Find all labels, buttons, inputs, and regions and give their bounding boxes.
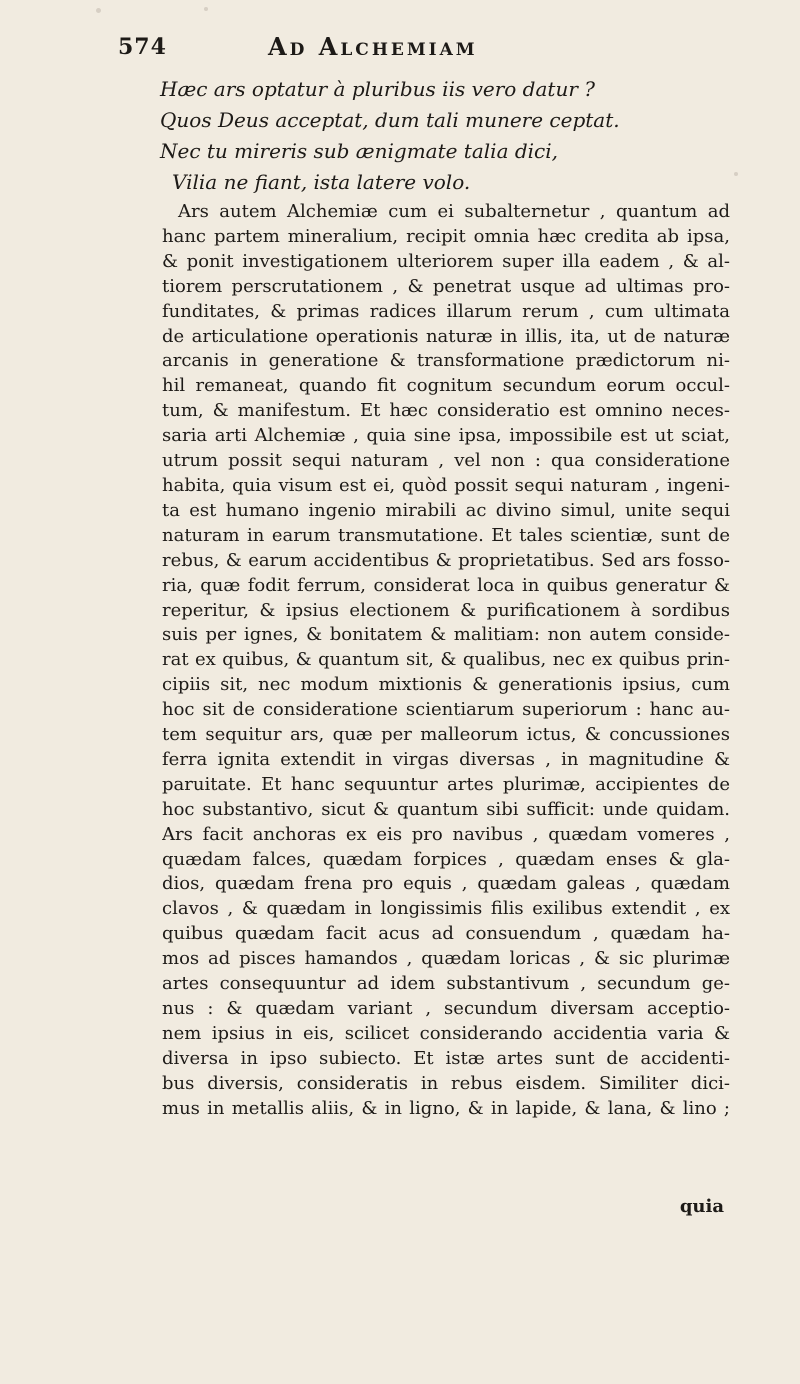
ink-spot (204, 7, 208, 11)
prose-line: mos ad pisces hamandos , quædam loricas , & sic plurimæ (162, 948, 730, 970)
page-header (118, 34, 758, 62)
prose-line: tiorem perscrutationem , & penetrat usque ad ultimas pro- (162, 275, 730, 297)
verse-line: Nec tu mireris sub ænigmate talia dici, (160, 139, 558, 163)
prose-line: tum, & manifestum. Et hæc consideratio est omnino neces- (162, 400, 730, 422)
prose-line: naturam in earum transmutatione. Et tales scientiæ, sunt de (162, 524, 730, 546)
prose-line: mus in metallis aliis, & in ligno, & in lapide, & lana, & lino ; (162, 1097, 730, 1119)
prose-line: clavos , & quædam in longissimis filis exilibus extendit , ex (162, 898, 730, 920)
prose-line: utrum possit sequi naturam , vel non : qua consideratione (162, 450, 730, 472)
prose-line: ta est humano ingenio mirabili ac divino simul, unite sequi (162, 499, 730, 521)
prose-line: rebus, & earum accidentibus & proprietatibus. Sed ars fosso- (162, 549, 730, 571)
prose-line: & ponit investigationem ulteriorem super illa eadem , & al- (162, 250, 730, 272)
prose-line: tem sequitur ars, quæ per malleorum ictus, & concussiones (162, 724, 730, 746)
prose-line: de articulatione operationis naturæ in illis, ita, ut de naturæ (162, 325, 730, 347)
verse-line: Quos Deus acceptat, dum tali munere ceptat. (160, 108, 620, 132)
prose-line: nus : & quædam variant , secundum diversam acceptio- (162, 998, 730, 1019)
verse-line: Vilia ne fiant, ista latere volo. (172, 170, 471, 194)
prose-paragraph (162, 200, 730, 1122)
prose-line: dios, quædam frena pro equis , quædam galeas , quædam (162, 873, 730, 895)
prose-line: ferra ignita extendit in virgas diversas , in magnitudine & (162, 748, 730, 770)
prose-line: diversa in ipso subiecto. Et istæ artes sunt de accidenti- (162, 1047, 730, 1069)
prose-line: funditates, & primas radices illarum rerum , cum ultimata (162, 300, 730, 322)
prose-line: paruitate. Et hanc sequuntur artes plurimæ, accipientes de (162, 773, 730, 795)
verse-block (160, 74, 720, 198)
prose-line: Ars facit anchoras ex eis pro navibus , quædam vomeres , (162, 823, 730, 845)
catchword: quia (679, 1196, 724, 1217)
prose-line: ria, quæ fodit ferrum, considerat loca in quibus generatur & (162, 574, 730, 596)
prose-line: hil remaneat, quando fit cognitum secundum eorum occul- (162, 375, 730, 397)
ink-spot (734, 172, 738, 176)
prose-line: cipiis sit, nec modum mixtionis & generationis ipsius, cum (162, 674, 730, 696)
prose-line: quædam falces, quædam forpices , quædam enses & gla- (162, 848, 730, 870)
running-title: Ad Alchemiam (268, 32, 478, 61)
prose-line: artes consequuntur ad idem substantivum , secundum ge- (162, 973, 730, 995)
prose-line: arcanis in generatione & transformatione prædictorum ni- (162, 350, 730, 372)
prose-line: Ars autem Alchemiæ cum ei subalternetur , quantum ad (178, 201, 730, 222)
prose-line: hoc sit de consideratione scientiarum superiorum : hanc au- (162, 699, 730, 721)
prose-line: hoc substantivo, sicut & quantum sibi sufficit: unde quidam. (162, 798, 730, 820)
prose-line: rat ex quibus, & quantum sit, & qualibus, nec ex quibus prin- (162, 649, 730, 671)
prose-line: reperitur, & ipsius electionem & purificationem à sordibus (162, 599, 730, 621)
page-number: 574 (118, 34, 167, 60)
ink-spot (96, 8, 101, 13)
prose-line: bus diversis, consideratis in rebus eisdem. Similiter dici- (162, 1072, 730, 1094)
prose-line: nem ipsius in eis, scilicet considerando accidentia varia & (162, 1022, 730, 1044)
prose-line: quibus quædam facit acus ad consuendum , quædam ha- (162, 923, 730, 945)
prose-line: hanc partem mineralium, recipit omnia hæc credita ab ipsa, (162, 225, 730, 247)
verse-line: Hæc ars optatur à pluribus iis vero datur ? (160, 77, 595, 101)
prose-line: suis per ignes, & bonitatem & malitiam: non autem conside- (162, 624, 730, 646)
prose-line: saria arti Alchemiæ , quia sine ipsa, impossibile est ut sciat, (162, 425, 730, 447)
prose-line: habita, quia visum est ei, quòd possit sequi naturam , ingeni- (162, 474, 730, 496)
